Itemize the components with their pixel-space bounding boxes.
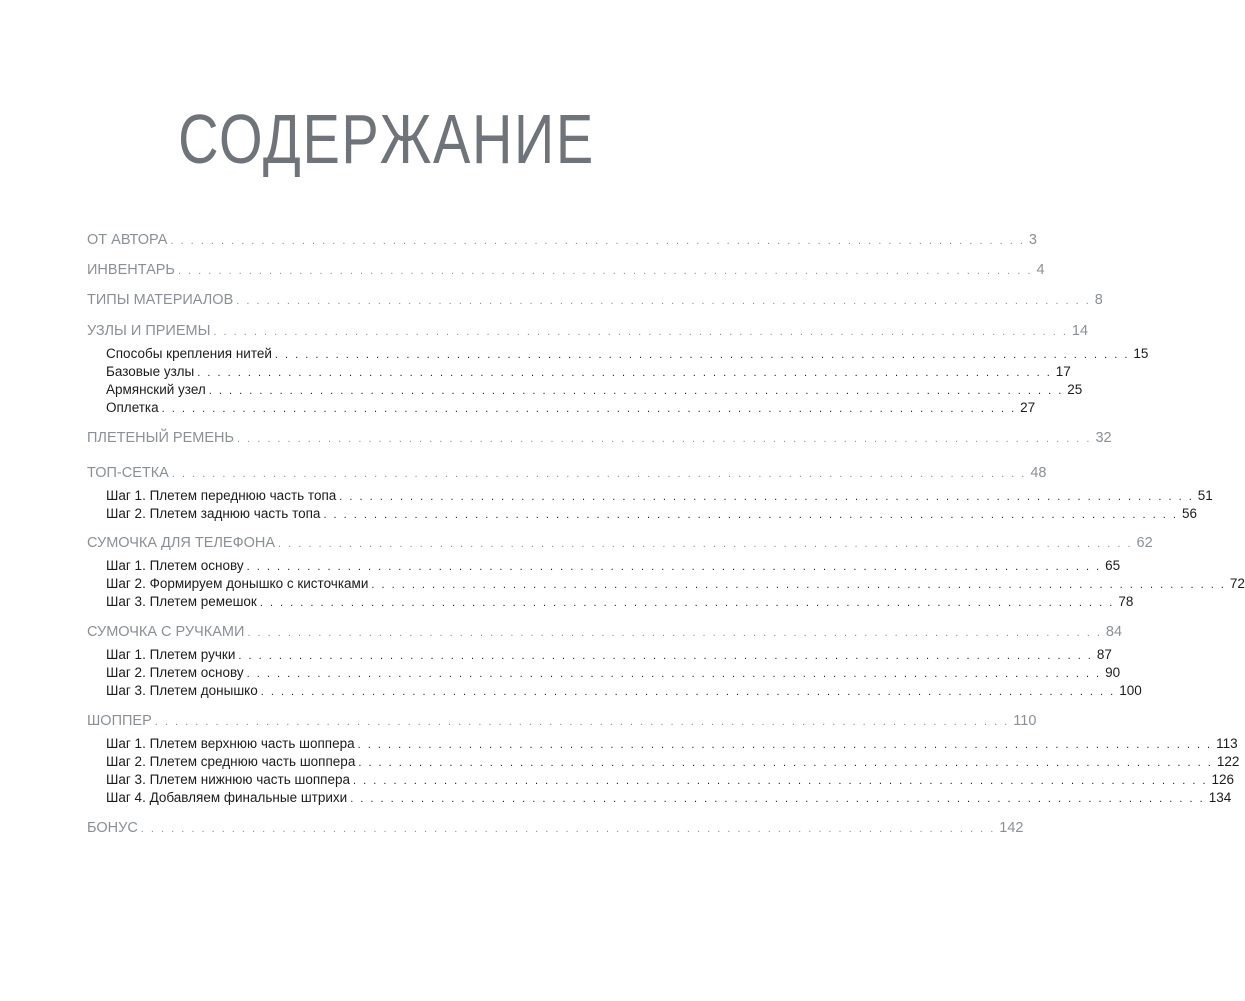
toc-subsection-label: Способы крепления нитей: [106, 346, 272, 361]
toc-page-number: 113: [1216, 736, 1238, 751]
dot-leader: . . . . . . . . . . . . . . . . . . . . . . . . . . . . . . . . . . . . . . . . . . . . . . . . . . . . . . . . . . . . . . . . . . . . . . . . . . . . . . . . . . . . .: [154, 716, 1010, 728]
dot-leader: . . . . . . . . . . . . . . . . . . . . . . . . . . . . . . . . . . . . . . . . . . . . . . . . . . . . . . . . . . . . . . . . . . . . . . . . . . . . . . . . . . . . .: [259, 597, 1115, 609]
toc-page-number: 62: [1136, 535, 1153, 551]
toc-subsection[interactable]: [106, 665, 1121, 680]
dot-leader: . . . . . . . . . . . . . . . . . . . . . . . . . . . . . . . . . . . . . . . . . . . . . . . . . . . . . . . . . . . . . . . . . . . . . . . . . . . . . . . . . . . . .: [339, 491, 1194, 503]
toc-section-label: ШОППЕР: [87, 713, 152, 729]
dot-leader: . . . . . . . . . . . . . . . . . . . . . . . . . . . . . . . . . . . . . . . . . . . . . . . . . . . . . . . . . . . . . . . . . . . . . . . . . . . . . . . . . . . . .: [358, 757, 1213, 769]
toc-subsection[interactable]: [106, 576, 1245, 591]
toc-section[interactable]: [87, 624, 1123, 640]
toc-page-number: 14: [1071, 323, 1089, 339]
toc-section[interactable]: [87, 292, 1103, 308]
dot-leader: . . . . . . . . . . . . . . . . . . . . . . . . . . . . . . . . . . . . . . . . . . . . . . . . . . . . . . . . . . . . . . . . . . . . . . . . . . . . . . . . . . . . .: [170, 235, 1025, 247]
toc-page-number: 51: [1197, 488, 1213, 503]
toc-subsection-label: Шаг 2. Плетем основу: [106, 665, 244, 680]
dot-leader: . . . . . . . . . . . . . . . . . . . . . . . . . . . . . . . . . . . . . . . . . . . . . . . . . . . . . . . . . . . . . . . . . . . . . . . . . . . . . . . . . . . . .: [208, 385, 1064, 397]
toc-subsection[interactable]: [106, 647, 1112, 662]
toc-subsection[interactable]: [106, 772, 1235, 787]
dot-leader: . . . . . . . . . . . . . . . . . . . . . . . . . . . . . . . . . . . . . . . . . . . . . . . . . . . . . . . . . . . . . . . . . . . . . . . . . . . . . . . . . . . . .: [213, 326, 1068, 338]
toc-page-number: 3: [1028, 232, 1037, 248]
toc-page-number: 65: [1105, 558, 1121, 573]
toc-page-number: 110: [1013, 713, 1037, 729]
toc-section-label: БОНУС: [87, 820, 138, 836]
toc-subsection-label: Армянский узел: [106, 382, 206, 397]
toc-subsection[interactable]: [106, 488, 1213, 503]
toc-subsection-label: Шаг 1. Плетем верхнюю часть шоппера: [106, 736, 355, 751]
dot-leader: . . . . . . . . . . . . . . . . . . . . . . . . . . . . . . . . . . . . . . . . . . . . . . . . . . . . . . . . . . . . . . . . . . . . . . . . . . . . . . . . . . . . .: [236, 295, 1091, 307]
toc-section-label: СУМОЧКА С РУЧКАМИ: [87, 624, 245, 640]
toc-page-number: 122: [1216, 754, 1240, 769]
toc-subsection-label: Шаг 1. Плетем ручки: [106, 647, 236, 662]
toc-page-number: 142: [999, 820, 1024, 836]
dot-leader: . . . . . . . . . . . . . . . . . . . . . . . . . . . . . . . . . . . . . . . . . . . . . . . . . . . . . . . . . . . . . . . . . . . . . . . . . . . . . . . . . . . . .: [238, 650, 1093, 662]
dot-leader: . . . . . . . . . . . . . . . . . . . . . . . . . . . . . . . . . . . . . . . . . . . . . . . . . . . . . . . . . . . . . . . . . . . . . . . . . . . . . . . . . . . . .: [197, 367, 1052, 379]
dot-leader: . . . . . . . . . . . . . . . . . . . . . . . . . . . . . . . . . . . . . . . . . . . . . . . . . . . . . . . . . . . . . . . . . . . . . . . . . . . . . . . . . . . . .: [161, 403, 1017, 415]
toc-page-number: 4: [1036, 262, 1045, 278]
toc-page-number: 87: [1096, 647, 1112, 662]
toc-section[interactable]: [87, 465, 1047, 481]
toc-subsection[interactable]: [106, 558, 1121, 573]
dot-leader: . . . . . . . . . . . . . . . . . . . . . . . . . . . . . . . . . . . . . . . . . . . . . . . . . . . . . . . . . . . . . . . . . . . . . . . . . . . . . . . . . . . . .: [236, 433, 1092, 445]
toc-subsection[interactable]: [106, 594, 1134, 609]
dot-leader: . . . . . . . . . . . . . . . . . . . . . . . . . . . . . . . . . . . . . . . . . . . . . . . . . . . . . . . . . . . . . . . . . . . . . . . . . . . . . . . . . . . . .: [247, 627, 1102, 639]
toc-page-number: 32: [1095, 430, 1112, 446]
toc-page-number: 25: [1067, 382, 1083, 397]
toc-page-number: 8: [1094, 292, 1103, 308]
toc-subsection[interactable]: [106, 506, 1197, 521]
toc-page-number: 84: [1105, 624, 1123, 640]
toc-page-number: 56: [1181, 506, 1197, 521]
toc-subsection[interactable]: [106, 346, 1149, 361]
toc-section[interactable]: [87, 820, 1024, 836]
dot-leader: . . . . . . . . . . . . . . . . . . . . . . . . . . . . . . . . . . . . . . . . . . . . . . . . . . . . . . . . . . . . . . . . . . . . . . . . . . . . . . . . . . . . .: [171, 468, 1027, 480]
dot-leader: . . . . . . . . . . . . . . . . . . . . . . . . . . . . . . . . . . . . . . . . . . . . . . . . . . . . . . . . . . . . . . . . . . . . . . . . . . . . . . . . . . . . .: [177, 265, 1033, 277]
toc-page-number: 17: [1055, 364, 1071, 379]
toc-page-number: 134: [1208, 790, 1232, 805]
toc-section-label: ОТ АВТОРА: [87, 232, 168, 248]
toc-subsection-label: Шаг 2. Плетем заднюю часть топа: [106, 506, 321, 521]
dot-leader: . . . . . . . . . . . . . . . . . . . . . . . . . . . . . . . . . . . . . . . . . . . . . . . . . . . . . . . . . . . . . . . . . . . . . . . . . . . . . . . . . . . . .: [371, 579, 1226, 591]
toc-page-number: 15: [1133, 346, 1149, 361]
toc-subsection[interactable]: [106, 754, 1240, 769]
toc-subsection-label: Шаг 2. Плетем среднюю часть шоппера: [106, 754, 356, 769]
toc-section-label: СУМОЧКА ДЛЯ ТЕЛЕФОНА: [87, 535, 276, 551]
toc-subsection[interactable]: [106, 683, 1142, 698]
toc-page-number: 126: [1211, 772, 1235, 787]
toc-subsection[interactable]: [106, 790, 1232, 805]
toc-subsection-label: Шаг 1. Плетем основу: [106, 558, 244, 573]
toc-subsection[interactable]: [106, 382, 1083, 397]
toc-subsection-label: Шаг 3. Плетем нижнюю часть шоппера: [106, 772, 351, 787]
toc-page-number: 72: [1229, 576, 1245, 591]
toc-page-number: 100: [1119, 683, 1142, 698]
page-title: СОДЕРЖАНИЕ: [178, 100, 595, 178]
toc-section[interactable]: [87, 430, 1112, 446]
toc-section[interactable]: [87, 232, 1037, 248]
toc-subsection[interactable]: [106, 400, 1036, 415]
dot-leader: . . . . . . . . . . . . . . . . . . . . . . . . . . . . . . . . . . . . . . . . . . . . . . . . . . . . . . . . . . . . . . . . . . . . . . . . . . . . . . . . . . . . .: [357, 739, 1213, 751]
toc-section[interactable]: [87, 713, 1037, 729]
dot-leader: . . . . . . . . . . . . . . . . . . . . . . . . . . . . . . . . . . . . . . . . . . . . . . . . . . . . . . . . . . . . . . . . . . . . . . . . . . . . . . . . . . . . .: [350, 793, 1205, 805]
toc-section-label: ТОП-СЕТКА: [87, 465, 169, 481]
dot-leader: . . . . . . . . . . . . . . . . . . . . . . . . . . . . . . . . . . . . . . . . . . . . . . . . . . . . . . . . . . . . . . . . . . . . . . . . . . . . . . . . . . . . .: [278, 538, 1133, 550]
toc-subsection-label: Шаг 2. Формируем донышко с кисточками: [106, 576, 369, 591]
dot-leader: . . . . . . . . . . . . . . . . . . . . . . . . . . . . . . . . . . . . . . . . . . . . . . . . . . . . . . . . . . . . . . . . . . . . . . . . . . . . . . . . . . . . .: [274, 349, 1130, 361]
toc-subsection[interactable]: [106, 736, 1238, 751]
toc-subsection-label: Шаг 1. Плетем переднюю часть топа: [106, 488, 337, 503]
dot-leader: . . . . . . . . . . . . . . . . . . . . . . . . . . . . . . . . . . . . . . . . . . . . . . . . . . . . . . . . . . . . . . . . . . . . . . . . . . . . . . . . . . . . .: [246, 561, 1102, 573]
dot-leader: . . . . . . . . . . . . . . . . . . . . . . . . . . . . . . . . . . . . . . . . . . . . . . . . . . . . . . . . . . . . . . . . . . . . . . . . . . . . . . . . . . . . .: [260, 686, 1116, 698]
dot-leader: . . . . . . . . . . . . . . . . . . . . . . . . . . . . . . . . . . . . . . . . . . . . . . . . . . . . . . . . . . . . . . . . . . . . . . . . . . . . . . . . . . . . .: [353, 775, 1208, 787]
toc-section-label: ПЛЕТЕНЫЙ РЕМЕНЬ: [87, 430, 234, 446]
toc-subsection-label: Базовые узлы: [106, 364, 195, 379]
dot-leader: . . . . . . . . . . . . . . . . . . . . . . . . . . . . . . . . . . . . . . . . . . . . . . . . . . . . . . . . . . . . . . . . . . . . . . . . . . . . . . . . . . . . .: [246, 668, 1102, 680]
toc-section[interactable]: [87, 323, 1089, 339]
dot-leader: . . . . . . . . . . . . . . . . . . . . . . . . . . . . . . . . . . . . . . . . . . . . . . . . . . . . . . . . . . . . . . . . . . . . . . . . . . . . . . . . . . . . .: [140, 823, 996, 835]
toc-section-label: УЗЛЫ И ПРИЕМЫ: [87, 323, 211, 339]
toc-page-number: 48: [1030, 465, 1047, 481]
toc-page-number: 78: [1118, 594, 1134, 609]
toc-subsection[interactable]: [106, 364, 1071, 379]
toc-subsection-label: Шаг 4. Добавляем финальные штрихи: [106, 790, 348, 805]
dot-leader: . . . . . . . . . . . . . . . . . . . . . . . . . . . . . . . . . . . . . . . . . . . . . . . . . . . . . . . . . . . . . . . . . . . . . . . . . . . . . . . . . . . . .: [323, 509, 1178, 521]
toc-subsection-label: Оплетка: [106, 400, 159, 415]
toc-section-label: ТИПЫ МАТЕРИАЛОВ: [87, 292, 234, 308]
toc-subsection-label: Шаг 3. Плетем ремешок: [106, 594, 257, 609]
toc-subsection-label: Шаг 3. Плетем донышко: [106, 683, 258, 698]
toc-section[interactable]: [87, 535, 1153, 551]
toc-section-label: ИНВЕНТАРЬ: [87, 262, 175, 278]
toc-page-number: 27: [1020, 400, 1036, 415]
toc-section[interactable]: [87, 262, 1045, 278]
toc-page-number: 90: [1105, 665, 1121, 680]
